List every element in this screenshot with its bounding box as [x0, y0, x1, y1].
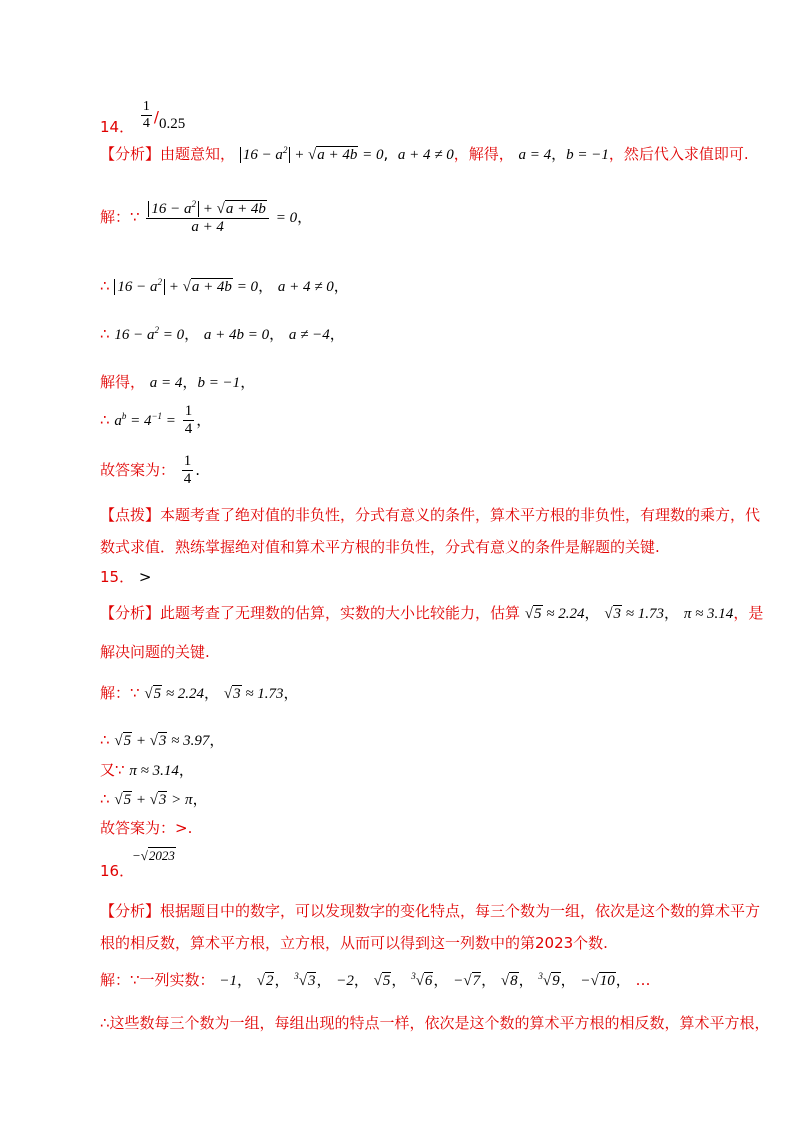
q14-tip-line-1: 【点拨】本题考查了绝对值的非负性，分式有意义的条件，算术平方根的非负性，有理数的乘方，代 — [100, 506, 761, 524]
q14-answer-fraction: $\frac{1}{4}$ — [142, 99, 150, 131]
q16-solution-line-2: ∴这些数每三个数为一组，每组出现的特点一样，依次是这个数的算术平方根的相反数，算术平方根， — [100, 1014, 770, 1032]
q14-analysis-tag: 【分析】 — [100, 145, 161, 163]
q14-solution-line-1: 解：∵ $\frac{16 - a^2 + √a + 4b}{a + 4}$ = 0， — [100, 199, 313, 235]
q15-analysis-line-2: 解决问题的关键. — [100, 643, 210, 661]
q14-number: 14． — [100, 118, 135, 136]
q15-solution-line-1: 解：∵ √5 ≈ 2.24， √3 ≈ 1.73， — [100, 684, 299, 702]
q15-header — [100, 570, 151, 585]
q16-analysis-line-2: 根的相反数，算术平方根，立方根，从而可以得到这一列数中的第2023个数. — [100, 934, 608, 952]
q15-analysis-tag: 【分析】 — [100, 604, 161, 622]
q16-analysis-tag: 【分析】 — [100, 902, 161, 920]
q14-tip-line-2: 数式求值．熟练掌握绝对值和算术平方根的非负性，分式有意义的条件是解题的关键. — [100, 538, 660, 556]
q14-solution-line-5: ∴ $a^b = 4^{-1}$ = $\frac{1}{4}$ ， — [100, 403, 212, 437]
q16-solution-line-1: 解：∵一列实数： −1， √2， $^3$√3， −2， √5， $^3$√6， −√7， √8， $^3$√9， −√10， … — [100, 971, 651, 989]
q14-solution-line-3: ∴ $16 - a^2 = 0$， a + 4b = 0， a ≠ −4， — [100, 325, 345, 343]
q14-header — [100, 100, 185, 136]
q14-answer-line: 故答案为： $\frac{1}{4}$ . — [100, 453, 201, 487]
q14-analysis: 【分析】由题意知， $16 - a^2 + √a + 4b = 0$, a + 4 ≠ 0，解得， a = 4，b = −1，然后代入求值即可. — [100, 145, 749, 163]
q16-answer: −√2023 — [132, 848, 175, 863]
q15-analysis-line-1: 【分析】此题考查了无理数的估算，实数的大小比较能力，估算 √5 ≈ 2.24， √3 ≈ 1.73， π ≈ 3.14，是 — [100, 604, 764, 622]
q16-number: 16． — [100, 862, 135, 880]
q14-tip-tag: 【点拨】 — [100, 506, 161, 524]
q14-solution-line-4: 解得， a = 4，b = −1， — [100, 373, 256, 391]
q15-answer-line: 故答案为：>. — [100, 819, 193, 837]
q16-analysis-line-1: 【分析】根据题目中的数字，可以发现数字的变化特点，每三个数为一组，依次是这个数的算术平方 — [100, 902, 761, 920]
q14-answer-separator: / — [153, 108, 159, 126]
q15-number: 15． — [100, 568, 135, 586]
q15-answer: > — [138, 568, 152, 586]
q14-condition-1: $16 - a^2 + √a + 4b = 0$ — [240, 146, 384, 163]
q14-solution-line-2: ∴ $16 - a^2 + √a + 4b = 0$， a + 4 ≠ 0， — [100, 277, 349, 295]
q14-answer-alt: 0.25 — [158, 116, 186, 132]
q15-solution-line-2: ∴ √5 + √3 ≈ 3.97， — [100, 731, 225, 749]
q15-solution-line-3: 又∵ π ≈ 3.14， — [100, 761, 194, 779]
q15-solution-line-4: ∴ √5 + √3 > π， — [100, 790, 208, 808]
q14-condition-2: a + 4 ≠ 0 — [397, 147, 454, 163]
